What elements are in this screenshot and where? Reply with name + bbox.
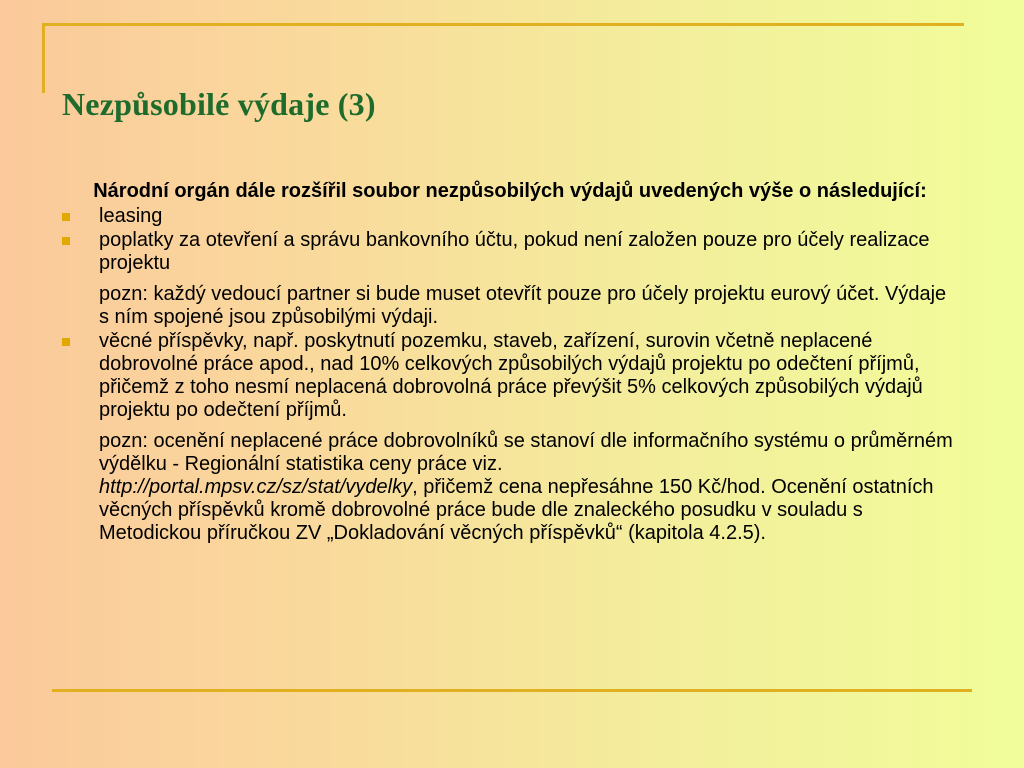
list-item-leasing [60, 205, 960, 228]
list-item-text: věcné příspěvky, např. poskytnutí pozemku, staveb, zařízení, surovin včetně neplacené dobrovolné práce apod., nad 10% celkových způsobilých výdajů projektu po odečtení příjmů, přičemž z toho nesmí neplacená dobrovolná práce převýšit 5% celkových způsobilých výdajů projektu po odečtení příjmů. [99, 330, 923, 421]
top-divider [42, 23, 964, 26]
list-item-bank-fees [60, 229, 960, 275]
list-item-text: poplatky za otevření a správu bankovního účtu, pokud není založen pouze pro účely realizace projektu [99, 229, 930, 274]
slide-title: Nezpůsobilé výdaje (3) [62, 86, 376, 122]
portal-link[interactable]: http://portal.mpsv.cz/sz/stat/vydelky [99, 476, 413, 498]
note-bank-account: pozn: každý vedoucí partner si bude muset otevřít pouze pro účely projektu eurový účet. Výdaje s ním spojené jsou způsobilými výdaji. [99, 283, 947, 328]
note-text-continued: , přičemž cena nepřesáhne 150 Kč/hod. Ocenění ostatních věcných příspěvků kromě dobrovolné práce bude dle znaleckého posudku v souladu s Metodickou příručkou ZV „Dokladování věcných příspěvků“ (kapitola 4.2.5). [99, 476, 934, 544]
note-text: pozn: ocenění neplacené práce dobrovolníků se stanoví dle informačního systému o průměrném výdělku - Regionální statistika ceny práce viz. [99, 430, 953, 475]
note-volunteer-valuation [60, 430, 960, 545]
square-bullet-icon [62, 213, 70, 221]
bottom-divider [52, 689, 972, 692]
list-item-text: leasing [99, 205, 163, 227]
intro-text: Národní orgán dále rozšířil soubor nezpůsobilých výdajů uvedených výše o následující: [93, 180, 927, 202]
left-accent-bar [42, 23, 45, 93]
slide-body [60, 180, 960, 545]
square-bullet-icon [62, 237, 70, 245]
list-item-in-kind [60, 330, 960, 422]
square-bullet-icon [62, 338, 70, 346]
